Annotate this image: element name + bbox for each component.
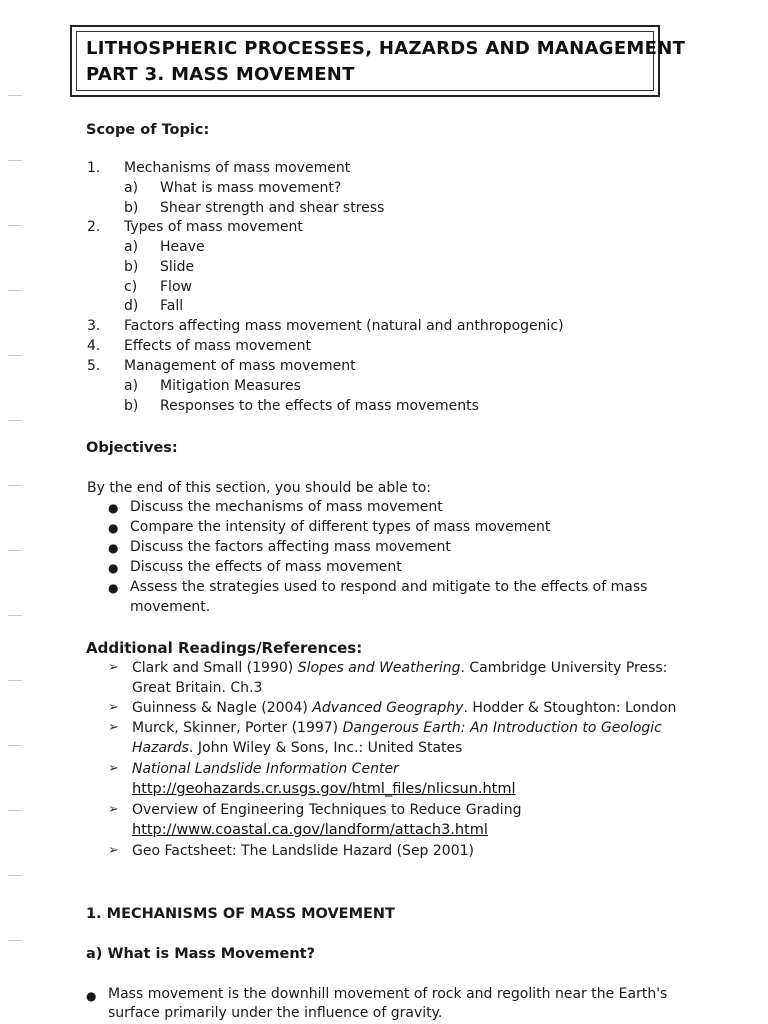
document-title: LITHOSPHERIC PROCESSES, HAZARDS AND MANAGEMENT xyxy=(86,38,686,59)
bullet-icon: ● xyxy=(108,541,119,555)
objective-item: Discuss the effects of mass movement xyxy=(130,559,402,575)
reading-title: National Landslide Information Center xyxy=(132,761,399,777)
objective-item: Discuss the factors affecting mass movement xyxy=(130,539,451,555)
scope-subitem-text: Heave xyxy=(160,239,205,255)
reading-title: Hazards xyxy=(132,740,189,756)
scope-item-text: Factors affecting mass movement (natural and anthropogenic) xyxy=(124,318,564,334)
scope-item-number: 5. xyxy=(87,358,101,374)
reading-item-continuation xyxy=(132,740,462,756)
arrow-bullet-icon: ➢ xyxy=(108,700,119,715)
scope-subitem-label: a) xyxy=(124,180,139,196)
scan-mark xyxy=(8,940,22,941)
objective-item: Discuss the mechanisms of mass movement xyxy=(130,499,443,515)
arrow-bullet-icon: ➢ xyxy=(108,720,119,735)
reading-author: Guinness & Nagle (2004) xyxy=(132,700,313,716)
scope-item-number: 2. xyxy=(87,219,101,235)
reading-author: Clark and Small (1990) xyxy=(132,660,298,676)
scan-edge-marks xyxy=(0,0,30,1024)
document-subtitle: PART 3. MASS MOVEMENT xyxy=(86,64,355,85)
reading-publisher: . John Wiley & Sons, Inc.: United States xyxy=(188,740,463,756)
reading-link[interactable]: http://geohazards.cr.usgs.gov/html_files/nlicsun.html xyxy=(132,781,516,797)
arrow-bullet-icon: ➢ xyxy=(108,761,119,776)
scan-mark xyxy=(8,745,22,746)
scope-subitem-label: b) xyxy=(124,398,139,414)
reading-publisher: . Hodder & Stoughton: London xyxy=(463,700,677,716)
scope-item-text: Types of mass movement xyxy=(124,219,303,235)
scan-mark xyxy=(8,875,22,876)
reading-item: Overview of Engineering Techniques to Reduce Grading xyxy=(132,802,522,818)
bullet-icon: ● xyxy=(86,989,97,1003)
objective-item: Assess the strategies used to respond and mitigate to the effects of mass xyxy=(130,579,648,595)
scan-mark xyxy=(8,355,22,356)
scope-subitem-text: Responses to the effects of mass movements xyxy=(160,398,479,414)
bullet-icon: ● xyxy=(108,581,119,595)
reading-link[interactable]: http://www.coastal.ca.gov/landform/attach3.html xyxy=(132,822,488,838)
scope-subitem-text: What is mass movement? xyxy=(160,180,342,196)
scope-item-number: 1. xyxy=(87,160,101,176)
scope-heading: Scope of Topic: xyxy=(86,122,210,138)
objective-item-continuation: movement. xyxy=(130,599,211,615)
reading-author: Murck, Skinner, Porter (1997) xyxy=(132,720,343,736)
scope-item-number: 4. xyxy=(87,338,101,354)
bullet-icon: ● xyxy=(108,501,119,515)
reading-item-continuation: Great Britain. Ch.3 xyxy=(132,680,263,696)
arrow-bullet-icon: ➢ xyxy=(108,802,119,817)
readings-heading: Additional Readings/References: xyxy=(86,639,363,657)
scope-subitem-label: c) xyxy=(124,279,138,295)
scope-subitem-text: Flow xyxy=(160,279,192,295)
scope-subitem-text: Fall xyxy=(160,298,184,314)
reading-title: Slopes and Weathering xyxy=(297,660,461,676)
scope-subitem-text: Shear strength and shear stress xyxy=(160,200,385,216)
definition-text-continuation: surface primarily under the influence of gravity. xyxy=(108,1005,443,1021)
bullet-icon: ● xyxy=(108,561,119,575)
bullet-icon: ● xyxy=(108,521,119,535)
scan-mark xyxy=(8,290,22,291)
scan-mark xyxy=(8,810,22,811)
reading-title: Dangerous Earth: An Introduction to Geologic xyxy=(342,720,662,736)
reading-publisher: . Cambridge University Press: xyxy=(460,660,668,676)
section-heading: 1. MECHANISMS OF MASS MOVEMENT xyxy=(86,906,395,922)
reading-item: Geo Factsheet: The Landslide Hazard (Sep 2001) xyxy=(132,843,474,859)
objectives-intro: By the end of this section, you should be able to: xyxy=(87,480,431,496)
scan-mark xyxy=(8,680,22,681)
scope-item-number: 3. xyxy=(87,318,101,334)
scope-subitem-label: b) xyxy=(124,200,139,216)
definition-text: Mass movement is the downhill movement of rock and regolith near the Earth's xyxy=(108,986,668,1002)
scan-mark xyxy=(8,225,22,226)
arrow-bullet-icon: ➢ xyxy=(108,660,119,675)
scope-subitem-text: Mitigation Measures xyxy=(160,378,301,394)
scope-subitem-text: Slide xyxy=(160,259,195,275)
scope-subitem-label: b) xyxy=(124,259,139,275)
scope-subitem-label: d) xyxy=(124,298,139,314)
reading-item xyxy=(132,720,662,736)
reading-item xyxy=(132,761,399,777)
reading-item xyxy=(132,700,676,716)
scope-item-text: Effects of mass movement xyxy=(124,338,311,354)
scan-mark xyxy=(8,615,22,616)
scan-mark xyxy=(8,485,22,486)
arrow-bullet-icon: ➢ xyxy=(108,843,119,858)
reading-item xyxy=(132,660,667,676)
subsection-heading: a) What is Mass Movement? xyxy=(86,946,315,962)
scan-mark xyxy=(8,95,22,96)
scan-mark xyxy=(8,160,22,161)
scope-subitem-label: a) xyxy=(124,378,139,394)
objectives-heading: Objectives: xyxy=(86,440,178,456)
objective-item: Compare the intensity of different types of mass movement xyxy=(130,519,551,535)
reading-title: Advanced Geography xyxy=(312,700,464,716)
scan-mark xyxy=(8,550,22,551)
scan-mark xyxy=(8,420,22,421)
scope-item-text: Management of mass movement xyxy=(124,358,356,374)
scope-subitem-label: a) xyxy=(124,239,139,255)
scope-item-text: Mechanisms of mass movement xyxy=(124,160,351,176)
title-box xyxy=(70,25,686,97)
